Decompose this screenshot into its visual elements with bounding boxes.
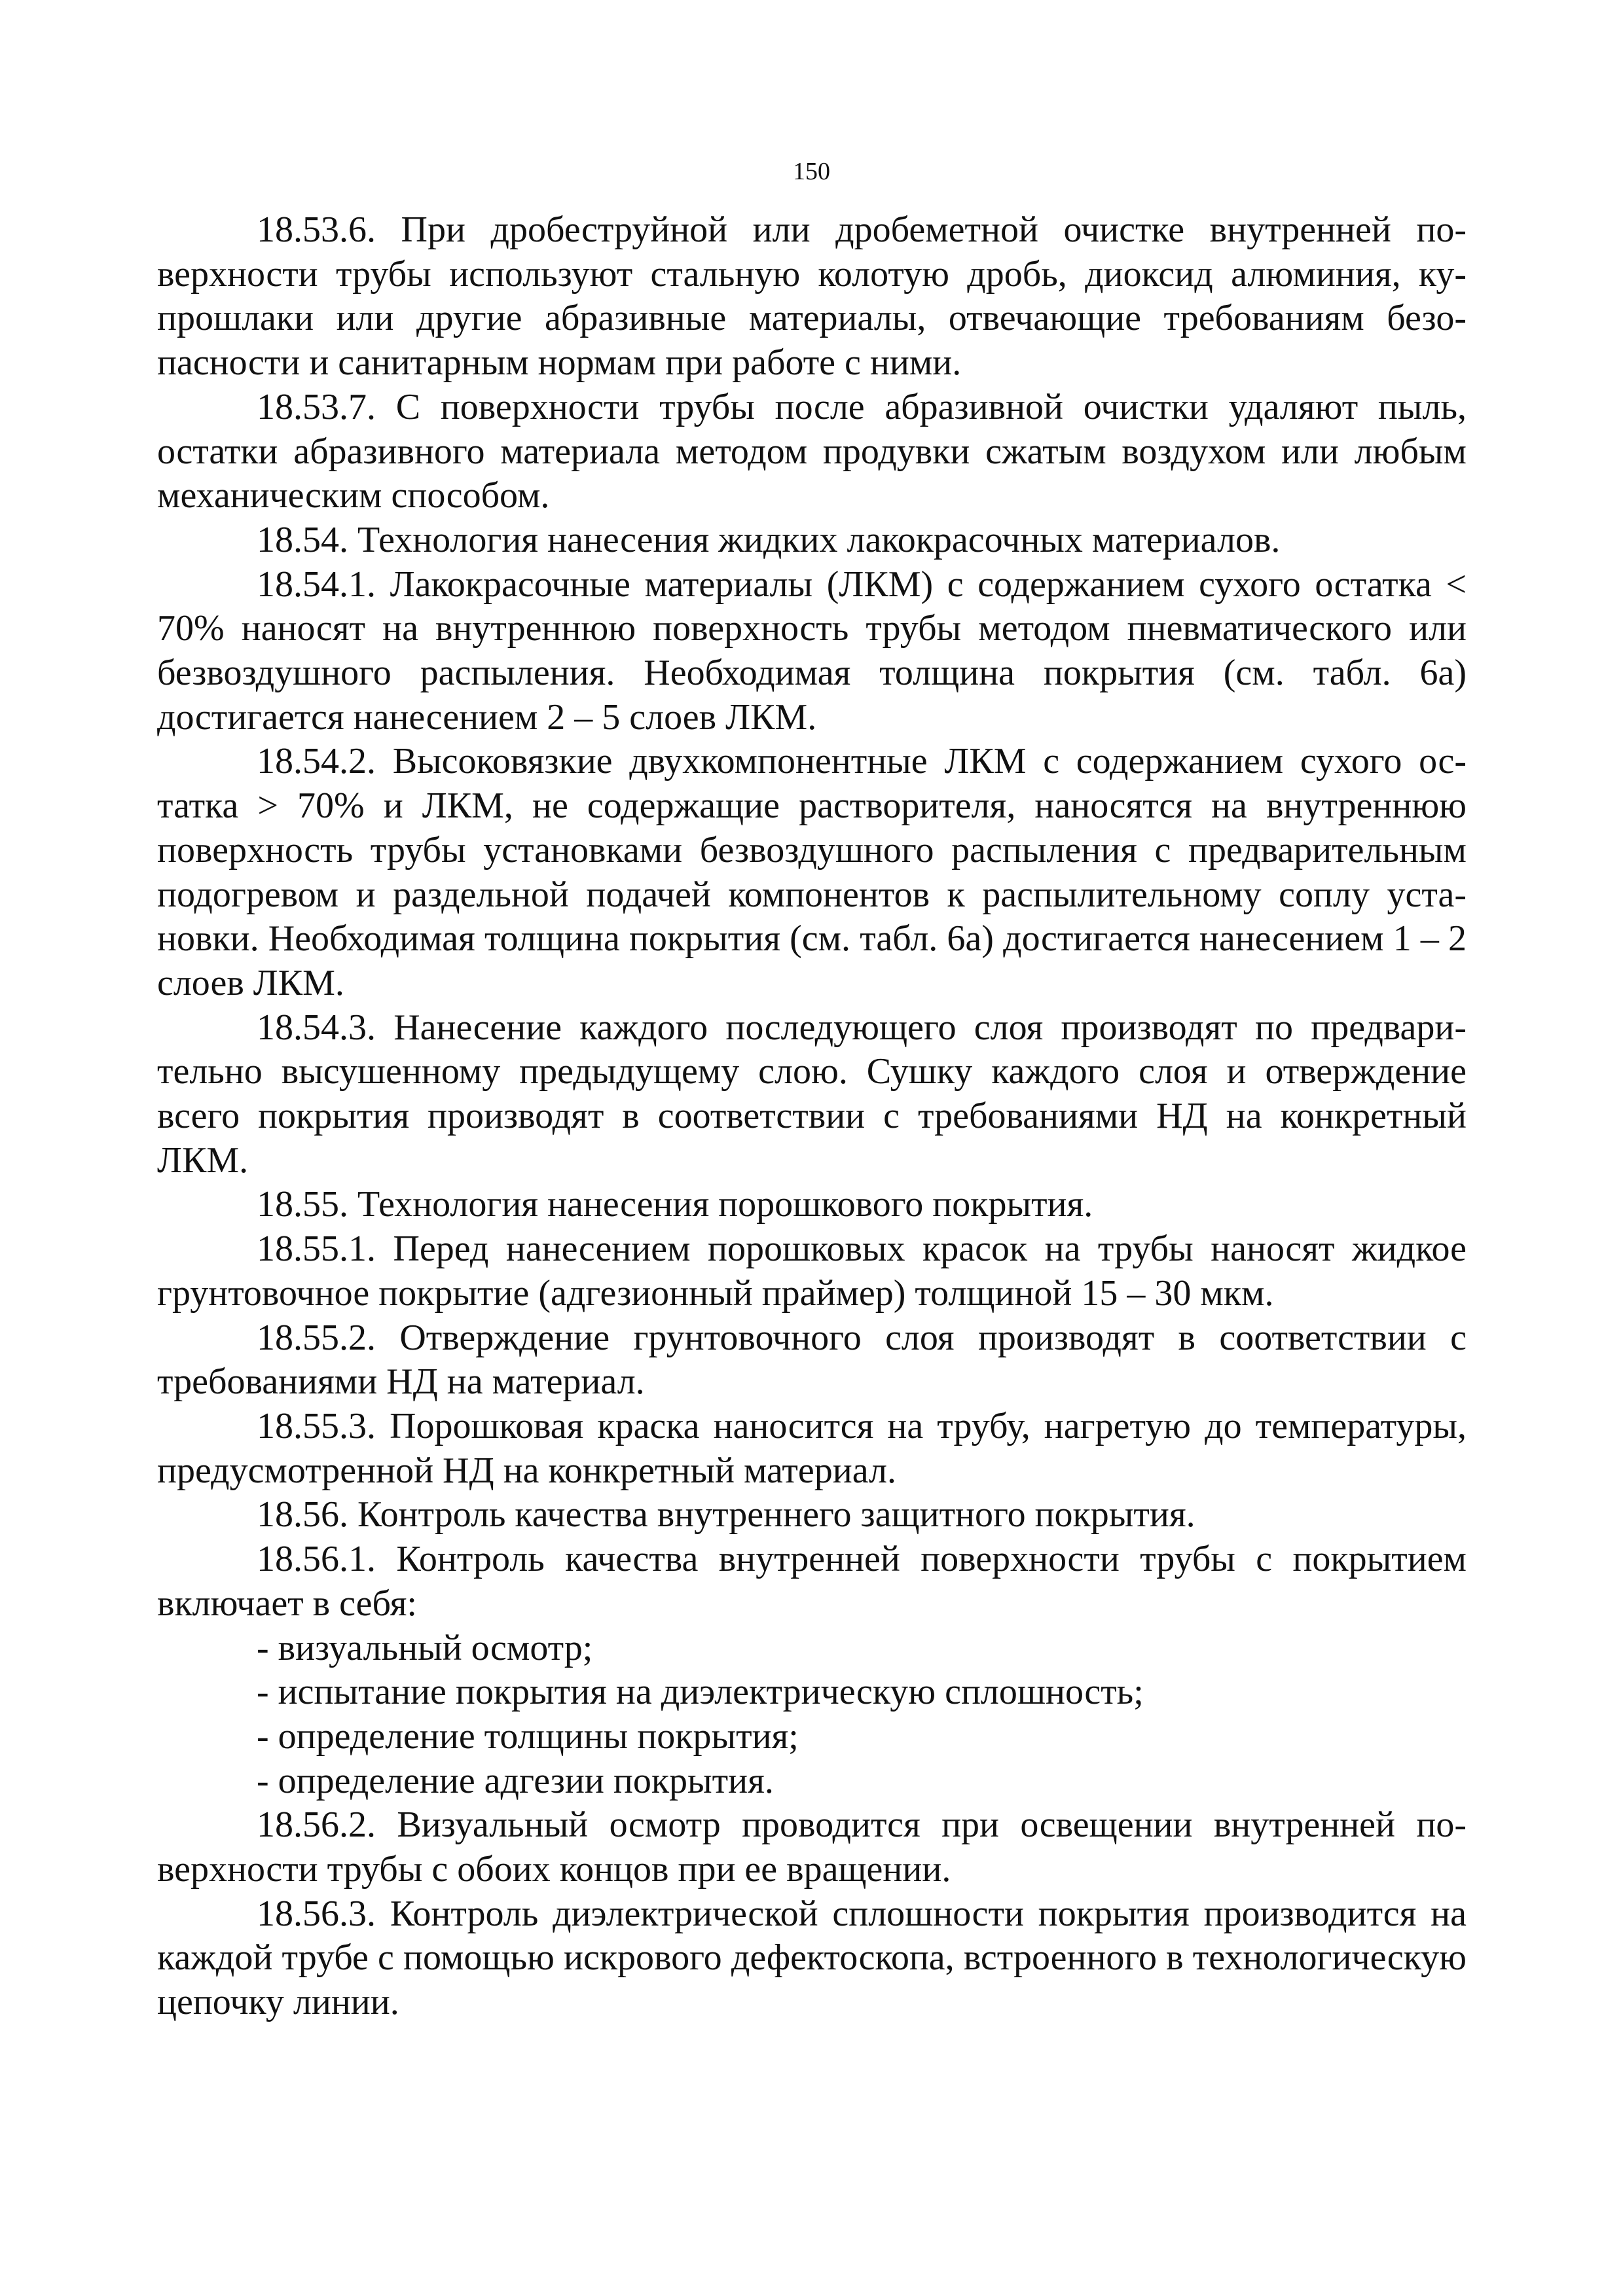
paragraph-18-53-7: 18.53.7. С поверхности трубы после абразивной очистки удаляют пыль, остатки абразивного материала методом продувки сжатым воздухом или любым механическим способом. — [157, 386, 1467, 516]
section-heading-18-56: 18.56. Контроль качества внутреннего защитного покрытия. — [257, 1494, 1195, 1535]
paragraph-18-56-1: 18.56.1. Контроль качества внутренней поверхности трубы с покрытием включает в себя: — [157, 1539, 1467, 1624]
paragraph-18-54-1: 18.54.1. Лакокрасочные материалы (ЛКМ) с содержанием сухого остатка < 70% наносят на внутреннюю поверхность трубы методом пневматического или безвоздушного распыления. Необходимая толщина покрытия (см. табл. 6а) достигается нанесением 2 – 5 слоев ЛКМ. — [157, 564, 1467, 738]
paragraph-18-55-3: 18.55.3. Порошковая краска наносится на трубу, нагретую до температуры, предусмотренной НД на конкретный материал. — [157, 1405, 1467, 1491]
page-body — [157, 208, 1467, 2025]
paragraph-18-55-1: 18.55.1. Перед нанесением порошковых красок на трубы наносят жидкое грунтовочное покрытие (адгезионный праймер) толщиной 15 – 30 мкм. — [157, 1229, 1467, 1314]
page-number: 150 — [793, 158, 830, 185]
section-heading-18-55: 18.55. Технология нанесения порошкового покрытия. — [257, 1184, 1093, 1225]
paragraph-18-56-3: 18.56.3. Контроль диэлектрической сплошности покрытия производится на каждой трубе с помощью искрового дефектоскопа, встроенного в технологическую цепочку линии. — [157, 1893, 1467, 2023]
paragraph-18-55-2: 18.55.2. Отверждение грунтовочного слоя производят в соответствии с требованиями НД на материал. — [157, 1317, 1467, 1403]
list-item: - определение адгезии покрытия. — [257, 1760, 774, 1801]
list-item: - определение толщины покрытия; — [257, 1715, 799, 1757]
list-item: - испытание покрытия на диэлектрическую сплошность; — [257, 1672, 1144, 1713]
list-item: - визуальный осмотр; — [257, 1627, 593, 1668]
paragraph-18-53-6: 18.53.6. При дробеструйной или дробеметной очистке внутренней поверхности трубы используют стальную колотую дробь, диоксид алюминия, купрошлаки или другие абразивные материалы, отвечающие требованиям безопасности и санитарным нормам при работе с ними. — [157, 209, 1467, 384]
paragraph-18-56-2: 18.56.2. Визуальный осмотр проводится при освещении внутренней поверхности трубы с обоих концов при ее вращении. — [157, 1804, 1467, 1890]
section-heading-18-54: 18.54. Технология нанесения жидких лакокрасочных материалов. — [257, 519, 1281, 560]
paragraph-18-54-3: 18.54.3. Нанесение каждого последующего слоя производят по предварительно высушенному предыдущему слою. Сушку каждого слоя и отверждение всего покрытия производят в соответствии с требованиями НД на конкретный ЛКМ. — [157, 1007, 1467, 1181]
paragraph-18-54-2: 18.54.2. Высоковязкие двухкомпонентные ЛКМ с содержанием сухого остатка > 70% и ЛКМ, не содержащие растворителя, наносятся на внутреннюю поверхность трубы установками безвоздушного распыления с предварительным подогревом и раздельной подачей компонентов к распылительному соплу установки. Необходимая толщина покрытия (см. табл. 6а) достигается нанесением 1 – 2 слоев ЛКМ. — [157, 741, 1467, 1003]
